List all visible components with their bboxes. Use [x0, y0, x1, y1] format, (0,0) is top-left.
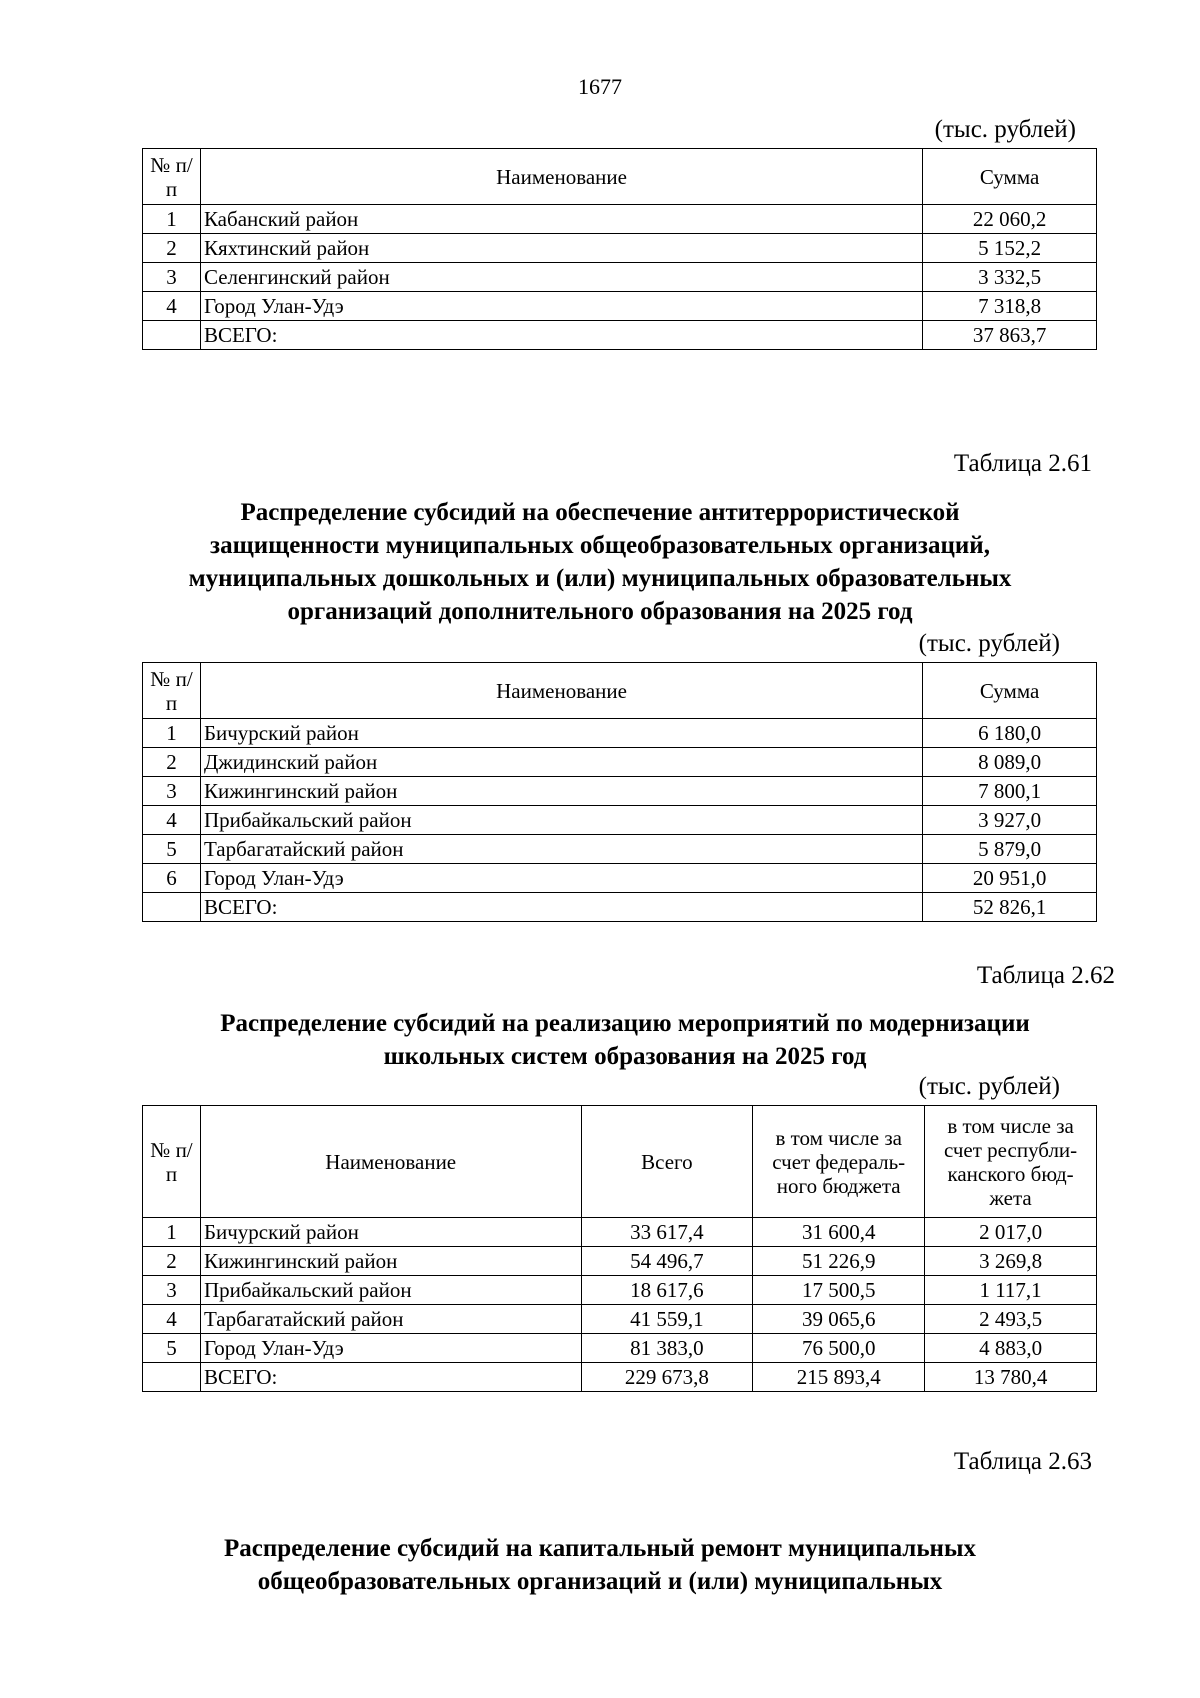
row-name: Тарбагатайский район	[200, 835, 922, 864]
row-sum: 3 927,0	[923, 806, 1097, 835]
row-total: 41 559,1	[581, 1305, 753, 1334]
table-row	[143, 777, 1097, 806]
row-name: Джидинский район	[200, 748, 922, 777]
row-name: Прибайкальский район	[200, 806, 922, 835]
row-num: 2	[143, 748, 201, 777]
table-row	[143, 1218, 1097, 1247]
table2-header-num: № п/п	[143, 663, 201, 719]
row-num: 3	[143, 777, 201, 806]
table-row	[143, 292, 1097, 321]
row-total: 54 496,7	[581, 1247, 753, 1276]
row-num	[143, 893, 201, 922]
table2-title-line: муниципальных дошкольных и (или) муниципальных образовательных	[188, 565, 1012, 592]
table3-header-num: № п/п	[143, 1106, 201, 1218]
row-republic: 13 780,4	[925, 1363, 1097, 1392]
row-name: Кижингинский район	[200, 1247, 581, 1276]
row-num: 1	[143, 205, 201, 234]
table-total-row	[143, 893, 1097, 922]
table3-title	[100, 1007, 1150, 1073]
row-num: 1	[143, 1218, 201, 1247]
table3-units: (тыс. рублей)	[918, 1073, 1060, 1100]
row-sum: 20 951,0	[923, 864, 1097, 893]
table3-header-name: Наименование	[200, 1106, 581, 1218]
table-total-row	[143, 321, 1097, 350]
row-num: 4	[143, 1305, 201, 1334]
row-republic: 4 883,0	[925, 1334, 1097, 1363]
row-name: Город Улан-Удэ	[200, 1334, 581, 1363]
row-name: ВСЕГО:	[200, 893, 922, 922]
table2-title	[100, 496, 1100, 628]
table2-title-line: организаций дополнительного образования на 2025 год	[287, 598, 913, 625]
row-sum: 5 152,2	[923, 234, 1097, 263]
row-name: Кабанский район	[200, 205, 922, 234]
row-num: 2	[143, 234, 201, 263]
table-row	[143, 1305, 1097, 1334]
row-sum: 5 879,0	[923, 835, 1097, 864]
table2-title-line: Распределение субсидий на обеспечение антитеррористической	[240, 499, 960, 526]
table2	[142, 662, 1097, 922]
row-sum: 7 800,1	[923, 777, 1097, 806]
row-federal: 51 226,9	[753, 1247, 925, 1276]
table3	[142, 1105, 1097, 1392]
table-row	[143, 806, 1097, 835]
table3-header-republic: в том числе за счет республи-канского бюд-жета	[925, 1106, 1097, 1218]
row-num: 3	[143, 1276, 201, 1305]
row-sum: 22 060,2	[923, 205, 1097, 234]
row-name: ВСЕГО:	[200, 1363, 581, 1392]
table1-header-num: № п/п	[143, 149, 201, 205]
row-republic: 2 017,0	[925, 1218, 1097, 1247]
table-row	[143, 205, 1097, 234]
row-federal: 76 500,0	[753, 1334, 925, 1363]
row-name: Селенгинский район	[200, 263, 922, 292]
row-name: ВСЕГО:	[200, 321, 922, 350]
row-sum: 7 318,8	[923, 292, 1097, 321]
page-number: 1677	[578, 74, 622, 99]
row-sum: 3 332,5	[923, 263, 1097, 292]
row-sum: 52 826,1	[923, 893, 1097, 922]
table1-units: (тыс. рублей)	[934, 116, 1076, 143]
row-name: Город Улан-Удэ	[200, 292, 922, 321]
row-total: 229 673,8	[581, 1363, 753, 1392]
table2-header-name: Наименование	[200, 663, 922, 719]
row-sum: 6 180,0	[923, 719, 1097, 748]
table-row	[143, 1276, 1097, 1305]
table4-title-line: Распределение субсидий на капитальный ремонт муниципальных	[224, 1535, 976, 1562]
row-num	[143, 321, 201, 350]
row-total: 33 617,4	[581, 1218, 753, 1247]
table-row	[143, 864, 1097, 893]
table1	[142, 148, 1097, 350]
table2-title-line: защищенности муниципальных общеобразовательных организаций,	[210, 532, 990, 559]
row-federal: 39 065,6	[753, 1305, 925, 1334]
table-row	[143, 1334, 1097, 1363]
table4-caption: Таблица 2.63	[953, 1448, 1092, 1475]
table1-header-sum: Сумма	[923, 149, 1097, 205]
row-republic: 2 493,5	[925, 1305, 1097, 1334]
table-row	[143, 748, 1097, 777]
table-total-row	[143, 1363, 1097, 1392]
row-name: Бичурский район	[200, 719, 922, 748]
row-num: 3	[143, 263, 201, 292]
row-name: Кяхтинский район	[200, 234, 922, 263]
table-row	[143, 835, 1097, 864]
table-row	[143, 1247, 1097, 1276]
table2-caption: Таблица 2.61	[953, 450, 1092, 477]
row-num: 5	[143, 1334, 201, 1363]
row-name: Кижингинский район	[200, 777, 922, 806]
table-row	[143, 719, 1097, 748]
row-num: 2	[143, 1247, 201, 1276]
table2-units: (тыс. рублей)	[918, 630, 1060, 657]
table4-title-line: общеобразовательных организаций и (или) муниципальных	[257, 1568, 943, 1595]
table4-title	[100, 1532, 1100, 1598]
row-total: 81 383,0	[581, 1334, 753, 1363]
row-federal: 215 893,4	[753, 1363, 925, 1392]
row-sum: 37 863,7	[923, 321, 1097, 350]
row-num: 1	[143, 719, 201, 748]
row-name: Тарбагатайский район	[200, 1305, 581, 1334]
table2-header-sum: Сумма	[923, 663, 1097, 719]
row-num	[143, 1363, 201, 1392]
row-republic: 3 269,8	[925, 1247, 1097, 1276]
table1-header-name: Наименование	[200, 149, 922, 205]
row-name: Бичурский район	[200, 1218, 581, 1247]
table3-header-federal: в том числе за счет федераль-ного бюджета	[753, 1106, 925, 1218]
table-row	[143, 234, 1097, 263]
table3-header-total: Всего	[581, 1106, 753, 1218]
table3-title-line: школьных систем образования на 2025 год	[383, 1043, 867, 1070]
row-federal: 17 500,5	[753, 1276, 925, 1305]
row-sum: 8 089,0	[923, 748, 1097, 777]
table3-caption: Таблица 2.62	[976, 962, 1115, 989]
row-num: 4	[143, 806, 201, 835]
row-name: Прибайкальский район	[200, 1276, 581, 1305]
table-row	[143, 263, 1097, 292]
table3-title-line: Распределение субсидий на реализацию мероприятий по модернизации	[220, 1010, 1030, 1037]
row-total: 18 617,6	[581, 1276, 753, 1305]
row-name: Город Улан-Удэ	[200, 864, 922, 893]
row-num: 6	[143, 864, 201, 893]
row-num: 4	[143, 292, 201, 321]
row-num: 5	[143, 835, 201, 864]
row-federal: 31 600,4	[753, 1218, 925, 1247]
row-republic: 1 117,1	[925, 1276, 1097, 1305]
